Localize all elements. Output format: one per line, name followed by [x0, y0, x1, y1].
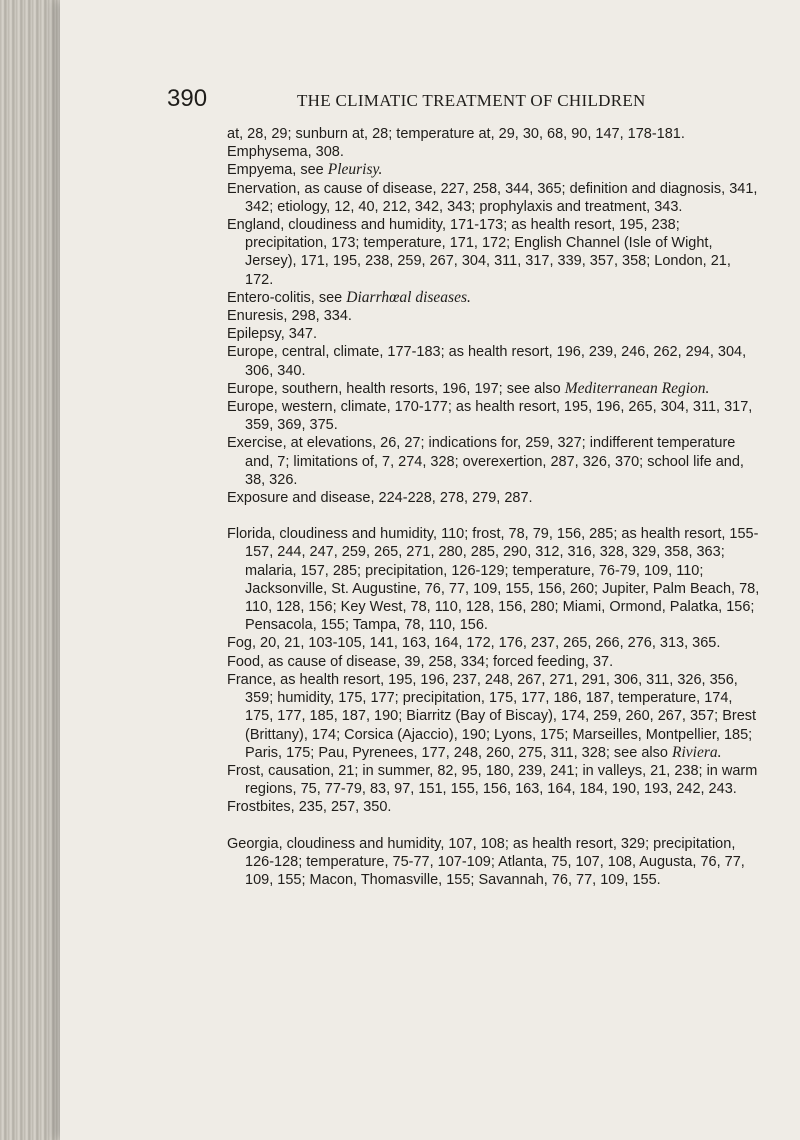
index-entry: Exercise, at elevations, 26, 27; indications for, 259, 327; indifferent temperature and, 7; limitations of, 7, 274, 328; overexertion, 287, 326, 370; school life and, 38, 326. [227, 435, 744, 488]
index-entry: Epilepsy, 347. [227, 326, 318, 343]
page-header [167, 85, 747, 113]
index-entry: Europe, central, climate, 177-183; as health resort, 196, 239, 246, 262, 294, 304, 306, 340. [227, 344, 747, 379]
cross-reference: Pleurisy. [327, 161, 383, 179]
index-entry: Exposure and disease, 224-228, 278, 279, 287. [227, 490, 533, 507]
page-number: 390 [167, 85, 208, 112]
index-entry: Florida, cloudiness and humidity, 110; frost, 78, 79, 156, 285; as health resort, 155-157, 244, 247, 259, 265, 271, 280, 285, 290, 312, 316, 328, 329, 358, 363; malaria, 157, 285; precipitation, 126-129; temperature, 76-79, 109, 110; Jacksonville, St. Augustine, 76, 77, 109, 155, 156, 260; Jupiter, Palm Beach, 78, 110, 128, 156; Key West, 78, 110, 128, 156, 280; Miami, Ormond, Palatka, 156; Pensacola, 155; Tampa, 78, 110, 156. [227, 526, 760, 634]
index-entry: Entero-colitis, see Diarrhœal diseases. [227, 288, 471, 306]
index-entry: Enervation, as cause of disease, 227, 258, 344, 365; definition and diagnosis, 341, 342; etiology, 12, 40, 212, 342, 343; prophylaxis and treatment, 343. [227, 180, 758, 215]
index-entry: at, 28, 29; sunburn at, 28; temperature at, 29, 30, 68, 90, 147, 178-181. [227, 126, 685, 142]
index-entry: Fog, 20, 21, 103-105, 141, 163, 164, 172, 176, 237, 265, 266, 276, 313, 365. [227, 635, 721, 652]
index-entry: France, as health resort, 195, 196, 237, 248, 267, 271, 291, 306, 311, 326, 356, 359; humidity, 175, 177; precipitation, 175, 177, 186, 187, temperature, 174, 175, 177, 185, 187, 190; Biarritz (Bay of Biscay), 174, 259, 260, 267, 357; Brest (Brittany), 174; Corsica (Ajaccio), 190; Lyons, 175; Marseilles, Montpellier, 185; Paris, 175; Pau, Pyrenees, 177, 248, 260, 275, 311, 328; see also Riviera. [227, 671, 757, 761]
index-entry: Europe, western, climate, 170-177; as health resort, 195, 196, 265, 304, 311, 317, 359, 369, 375. [227, 399, 753, 434]
index-content [227, 125, 760, 889]
cross-reference: Mediterranean Region. [564, 379, 710, 397]
index-entry: England, cloudiness and humidity, 171-173; as health resort, 195, 238; precipitation, 173; temperature, 171, 172; English Channel (Isle of Wight, Jersey), 171, 195, 238, 259, 267, 304, 311, 317, 339, 357, 358; London, 21, 172. [227, 217, 731, 288]
index-entry: Europe, southern, health resorts, 196, 197; see also Mediterranean Region. [227, 379, 710, 397]
index-entry: Empyema, see Pleurisy. [227, 161, 383, 179]
index-entry: Enuresis, 298, 334. [227, 308, 352, 325]
running-title: THE CLIMATIC TREATMENT OF CHILDREN [297, 91, 646, 110]
cross-reference: Diarrhœal diseases. [346, 288, 471, 306]
index-entry: Emphysema, 308. [227, 144, 344, 161]
index-group-e [227, 125, 760, 507]
index-entry: Georgia, cloudiness and humidity, 107, 108; as health resort, 329; precipitation, 126-128; temperature, 75-77, 107-109; Atlanta, 75, 107, 108, Augusta, 76, 77, 109, 155; Macon, Thomasville, 155; Savannah, 76, 77, 109, 155. [227, 835, 745, 888]
index-group-f [227, 525, 760, 816]
index-entry: Frostbites, 235, 257, 350. [227, 799, 392, 816]
index-entry: Food, as cause of disease, 39, 258, 334; forced feeding, 37. [227, 653, 614, 670]
index-group-g [227, 835, 760, 890]
cross-reference: Riviera. [671, 743, 722, 761]
index-entry: Frost, causation, 21; in summer, 82, 95, 180, 239, 241; in valleys, 21, 238; in warm regions, 75, 77-79, 83, 97, 151, 155, 156, 163, 164, 184, 190, 193, 242, 243. [227, 762, 758, 798]
